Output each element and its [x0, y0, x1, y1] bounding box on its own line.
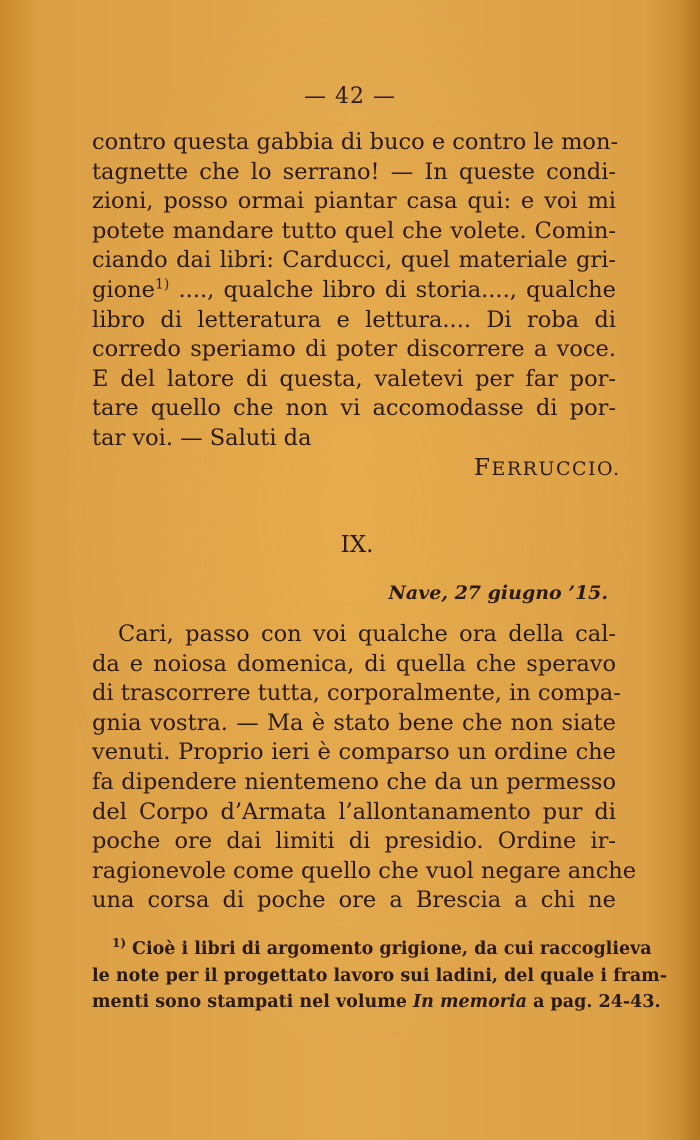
text-line: tagnette che lo serrano! — In queste condi- — [92, 158, 616, 185]
footnote — [92, 936, 667, 1016]
dateline: Nave, 27 giugno ’15. — [388, 582, 608, 604]
text-line: ragionevole come quello che vuol negare anche — [92, 857, 637, 884]
text-line: zioni, posso ormai piantar casa qui: e voi mi — [92, 188, 616, 215]
text-line: contro questa gabbia di buco e contro le mon- — [92, 129, 619, 155]
footnote-text: Cioè i libri di argomento grigione, da cui raccoglieva — [132, 939, 652, 959]
paragraph — [92, 128, 619, 454]
text-fragment: gione — [92, 276, 155, 303]
signature-rest: ERRUCCIO. — [491, 458, 621, 480]
footnote-line: le note per il progettato lavoro sui ladini, del quale i fram- — [92, 965, 667, 986]
text-line: poche ore dai limiti di presidio. Ordine ir- — [92, 828, 616, 855]
text-line: E del latore di questa, valetevi per far por- — [92, 365, 616, 392]
text-line: di trascorrere tutta, corporalmente, in compa- — [92, 680, 621, 707]
text-line: potete mandare tutto quel che volete. Comin- — [92, 217, 616, 244]
footnote-text: a pag. 24-43. — [527, 992, 661, 1012]
text-line: ciando dai libri: Carducci, quel materiale gri- — [92, 247, 616, 274]
signature-initial: F — [474, 455, 492, 481]
page-edge-shadow — [678, 0, 700, 1140]
signature — [474, 455, 621, 481]
text-line: del Corpo d’Armata l’allontanamento pur di — [92, 798, 616, 825]
text-line: venuti. Proprio ieri è comparso un ordine che — [92, 739, 616, 766]
footnote-line — [92, 989, 661, 1016]
text-line: fa dipendere nientemeno che da un permesso — [92, 768, 616, 795]
text-line: tare quello che non vi accomodasse di por- — [92, 395, 616, 422]
footnote-line — [92, 936, 652, 963]
footnote-mark: 1) — [112, 936, 127, 951]
letter-number-heading: IX. — [340, 532, 374, 558]
footnote-text: menti sono stampati nel volume — [92, 992, 413, 1012]
paragraph — [92, 620, 637, 916]
text-line: da e noiosa domenica, di quella che speravo — [92, 650, 616, 677]
footnote-reference: 1) — [154, 276, 170, 293]
text-line: libro di letteratura e lettura.... Di roba di — [92, 306, 616, 333]
text-line: gnia vostra. — Ma è stato bene che non siate — [92, 709, 616, 736]
text-line: una corsa di poche ore a Brescia a chi ne — [92, 887, 616, 914]
text-line-with-footnote — [92, 276, 616, 306]
text-line: Cari, passo con voi qualche ora della cal- — [118, 621, 616, 647]
page-number: — 42 — — [304, 84, 396, 109]
text-fragment: ...., qualche libro di storia...., qualche — [169, 276, 616, 303]
text-line: tar voi. — Saluti da — [92, 424, 312, 451]
book-title: In memoria — [412, 992, 528, 1012]
text-line: corredo speriamo di poter discorrere a voce. — [92, 336, 616, 363]
